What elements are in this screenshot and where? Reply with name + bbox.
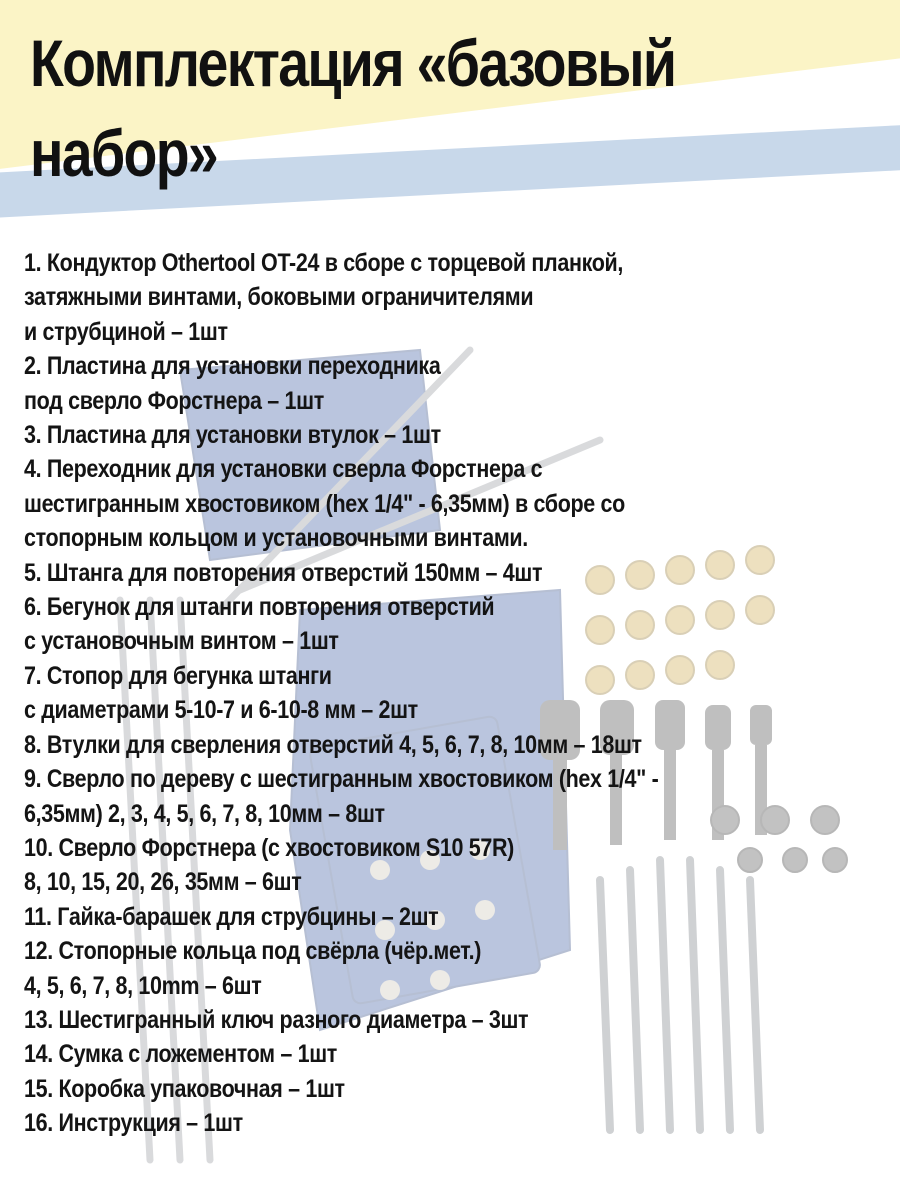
list-item: 6. Бегунок для штанги повторения отверстий bbox=[24, 593, 495, 622]
list-item: 4. Переходник для установки сверла Форстнера с bbox=[24, 455, 543, 484]
list-item: под сверло Форстнера – 1шт bbox=[24, 386, 324, 415]
list-item: 5. Штанга для повторения отверстий 150мм – 4шт bbox=[24, 558, 543, 587]
list-item: 12. Стопорные кольца под свёрла (чёр.мет.) bbox=[24, 937, 482, 966]
list-item: 13. Шестигранный ключ разного диаметра – 3шт bbox=[24, 1005, 529, 1034]
list-item: стопорным кольцом и установочными винтами. bbox=[24, 524, 528, 553]
list-item: 14. Сумка с ложементом – 1шт bbox=[24, 1040, 337, 1069]
list-item: с диаметрами 5-10-7 и 6-10-8 мм – 2шт bbox=[24, 696, 418, 725]
list-item: 8, 10, 15, 20, 26, 35мм – 6шт bbox=[24, 868, 302, 897]
list-item: 10. Сверло Форстнера (с хвостовиком S10 57R) bbox=[24, 833, 514, 862]
kit-contents-list bbox=[24, 246, 894, 1141]
list-item: 11. Гайка-барашек для струбцины – 2шт bbox=[24, 902, 439, 931]
list-item: 7. Стопор для бегунка штанги bbox=[24, 661, 332, 690]
list-item: 9. Сверло по дереву с шестигранным хвостовиком (hex 1/4" - bbox=[24, 765, 659, 794]
list-item: и струбциной – 1шт bbox=[24, 317, 228, 346]
list-item: 4, 5, 6, 7, 8, 10mm – 6шт bbox=[24, 971, 262, 1000]
list-item: 1. Кондуктор Othertool OT-24 в сборе с торцевой планкой, bbox=[24, 249, 624, 277]
list-item: 15. Коробка упаковочная – 1шт bbox=[24, 1074, 345, 1103]
list-item: 3. Пластина для установки втулок – 1шт bbox=[24, 421, 441, 450]
list-item: с установочным винтом – 1шт bbox=[24, 627, 339, 656]
header-band bbox=[0, 0, 900, 230]
page-title bbox=[30, 18, 736, 198]
list-item: 16. Инструкция – 1шт bbox=[24, 1109, 243, 1138]
list-item: затяжными винтами, боковыми ограничителями bbox=[24, 283, 534, 312]
list-item: 8. Втулки для сверления отверстий 4, 5, 6, 7, 8, 10мм – 18шт bbox=[24, 730, 642, 759]
list-item: 2. Пластина для установки переходника bbox=[24, 352, 441, 381]
page-title-line-2: набор» bbox=[30, 116, 218, 190]
list-item: 6,35мм) 2, 3, 4, 5, 6, 7, 8, 10мм – 8шт bbox=[24, 799, 385, 828]
page-title-line-1: Комплектация «базовый bbox=[30, 26, 676, 100]
list-item: шестигранным хвостовиком (hex 1/4" - 6,35мм) в сборе со bbox=[24, 489, 625, 518]
